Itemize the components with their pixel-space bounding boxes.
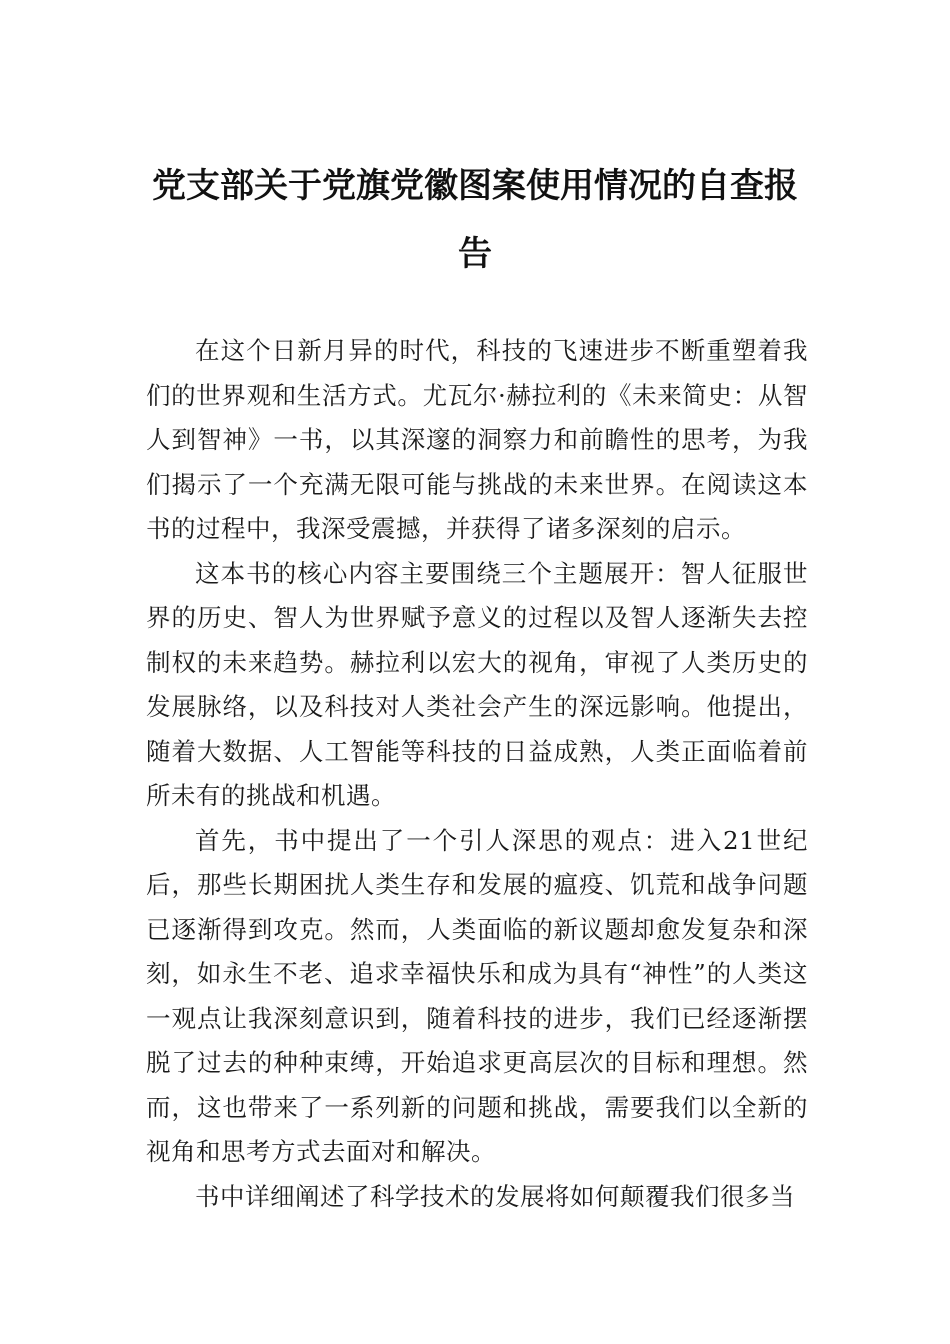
paragraph: 在这个日新月异的时代，科技的飞速进步不断重塑着我们的世界观和生活方式。尤瓦尔·赫拉利的《未来简史：从智人到智神》一书，以其深邃的洞察力和前瞻性的思考，为我们揭示了一个充满无限可能与挑战的未来世界。在阅读这本书的过程中，我深受震撼，并获得了诸多深刻的启示。 bbox=[146, 336, 808, 543]
document-body bbox=[146, 329, 808, 1219]
document-title: 党支部关于党旗党徽图案使用情况的自查报告 bbox=[152, 166, 798, 274]
paragraph: 首先，书中提出了一个引人深思的观点：进入21世纪后，那些长期困扰人类生存和发展的瘟疫、饥荒和战争问题已逐渐得到攻克。然而，人类面临的新议题却愈发复杂和深刻，如永生不老、追求幸福快乐和成为具有“神性”的人类这一观点让我深刻意识到，随着科技的进步，我们已经逐渐摆脱了过去的种种束缚，开始追求更高层次的目标和理想。然而，这也带来了一系列新的问题和挑战，需要我们以全新的视角和思考方式去面对和解决。 bbox=[146, 825, 808, 1166]
paragraph: 书中详细阐述了科学技术的发展将如何颠覆我们很多当 bbox=[195, 1181, 795, 1211]
paragraph: 这本书的核心内容主要围绕三个主题展开：智人征服世界的历史、智人为世界赋予意义的过程以及智人逐渐失去控制权的未来趋势。赫拉利以宏大的视角，审视了人类历史的发展脉络，以及科技对人类社会产生的深远影响。他提出，随着大数据、人工智能等科技的日益成熟，人类正面临着前所未有的挑战和机遇。 bbox=[146, 558, 808, 810]
title-block bbox=[140, 152, 810, 288]
